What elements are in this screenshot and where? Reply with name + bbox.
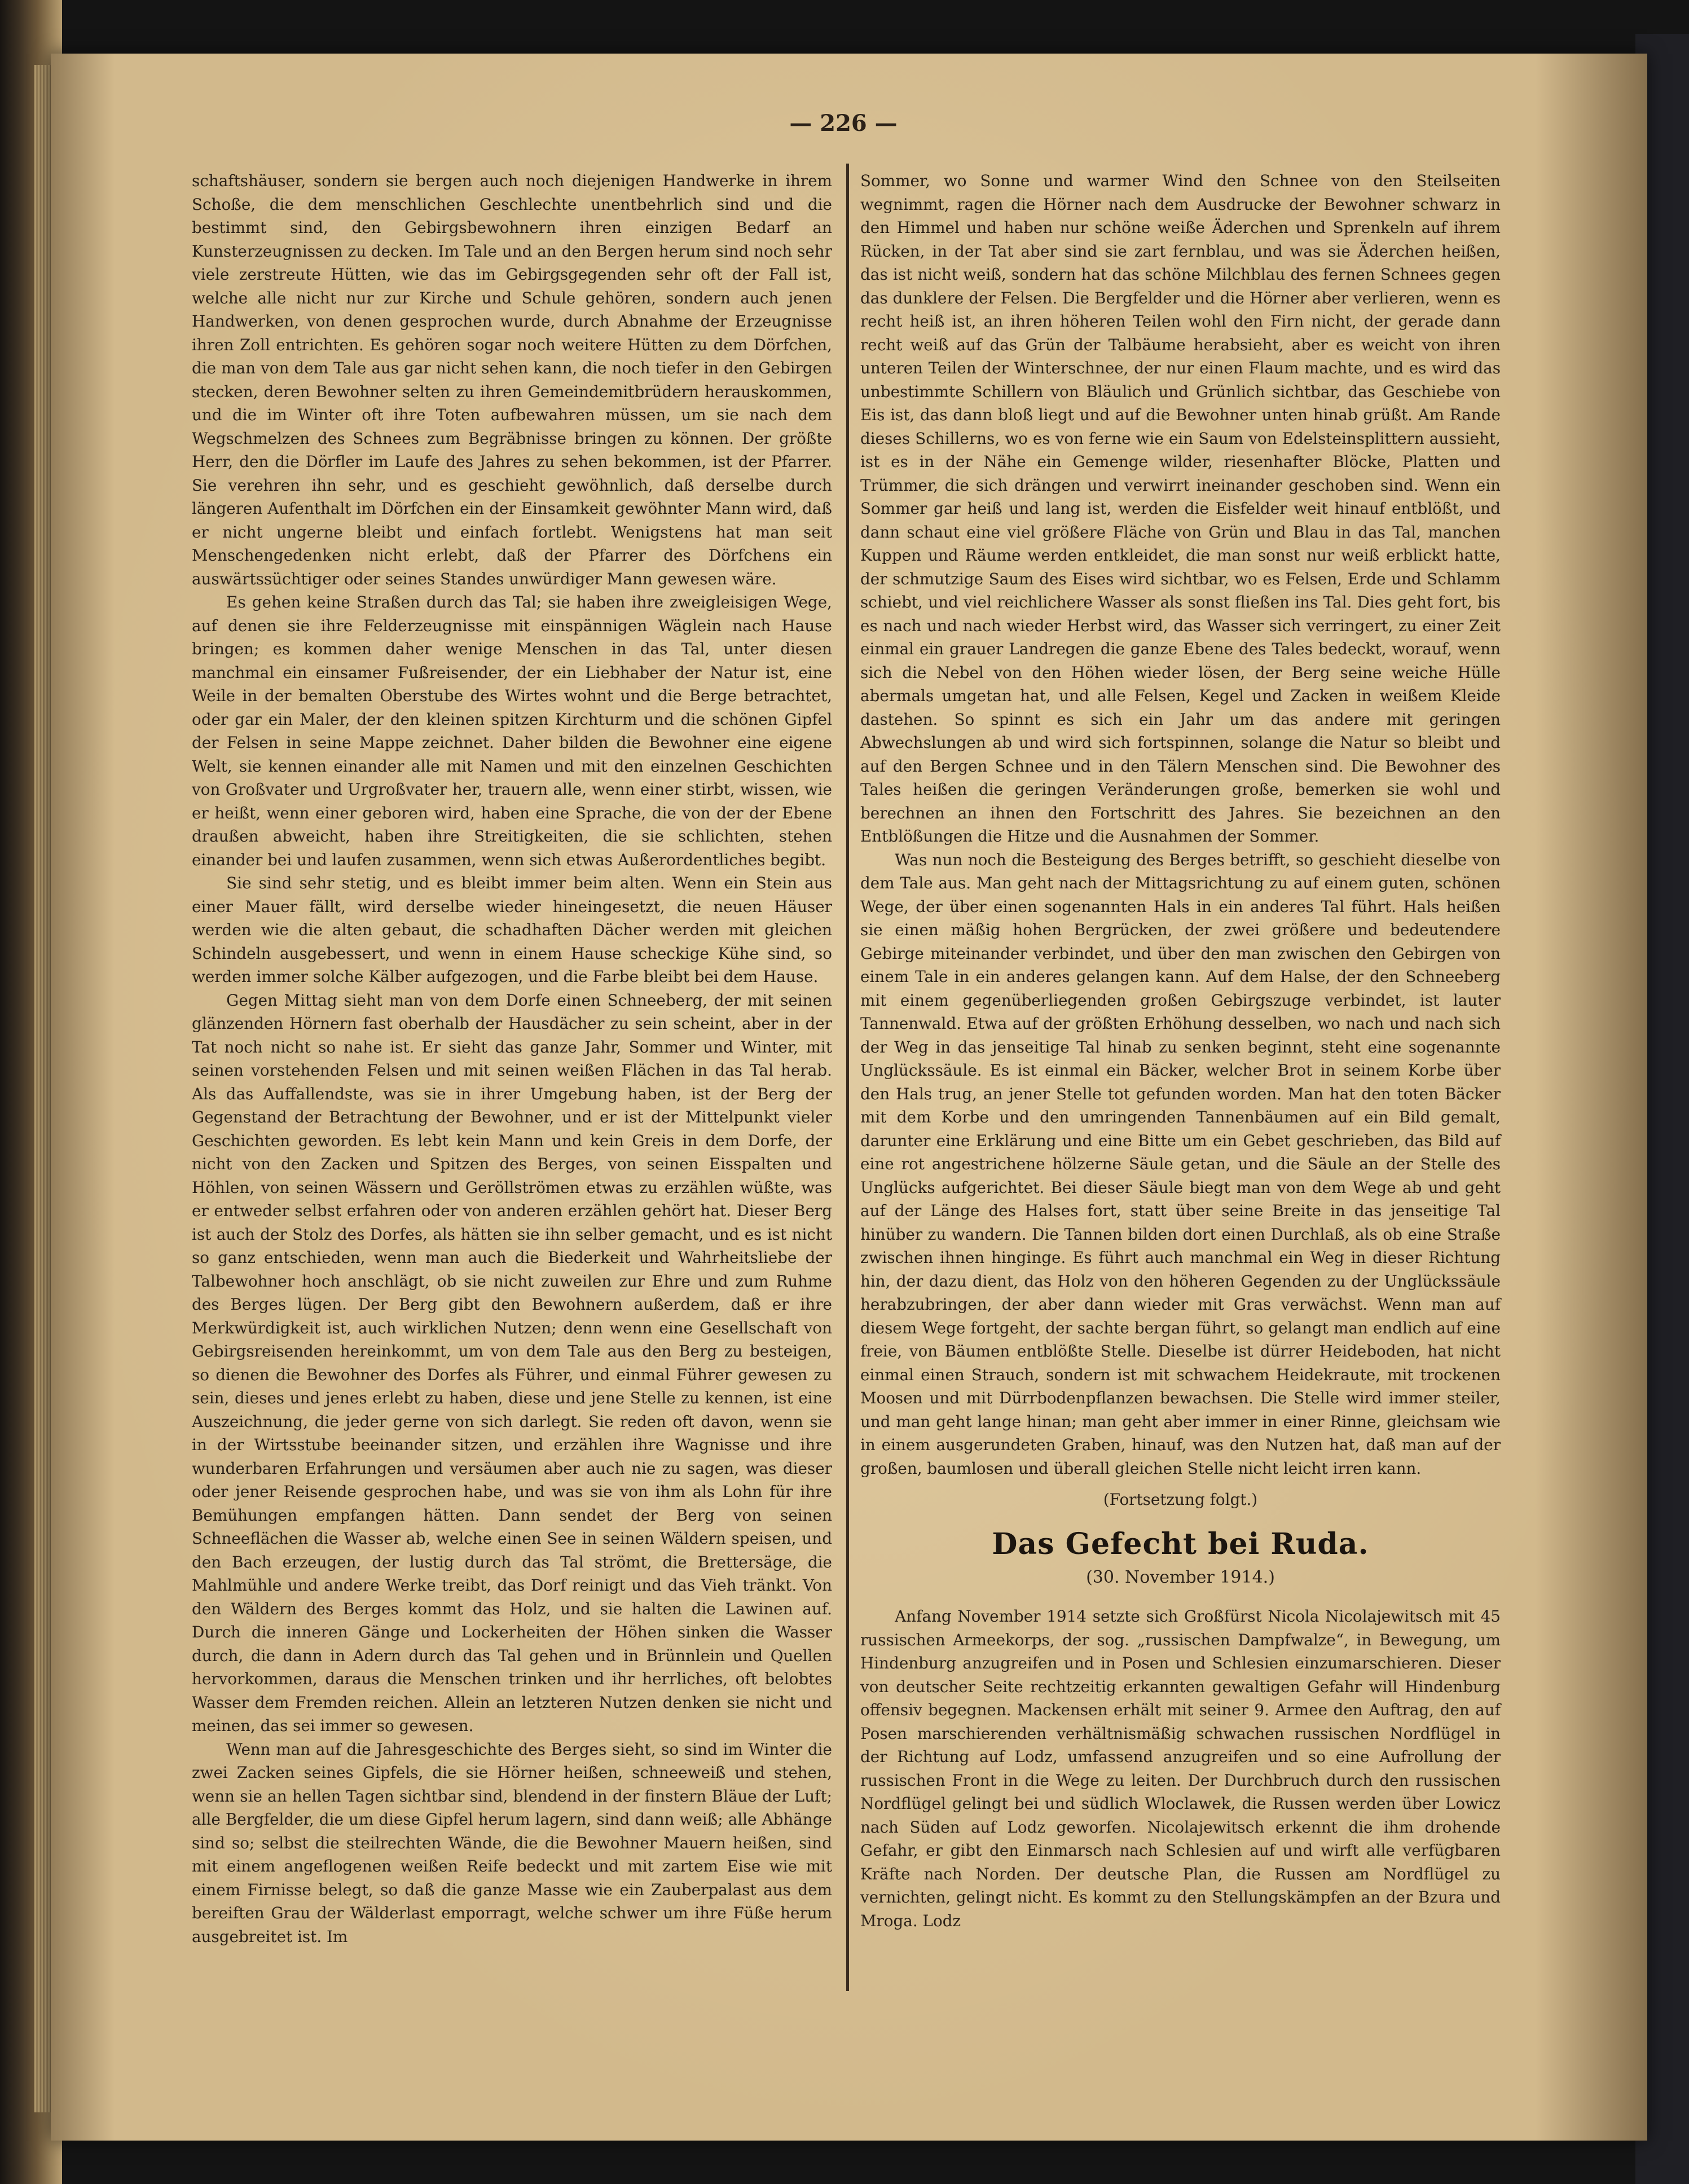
paragraph: Sommer, wo Sonne und warmer Wind den Schnee von den Steilseiten wegnimmt, ragen die Hörner nach dem Ausdrucke der Bewohner schwarz in den Himmel und haben nur schöne weiße Äderchen und Sprenkeln auf ihrem Rücken, in der Tat aber sind sie zart fernblau, und was sie Äderchen heißen, das ist nicht weiß, sondern hat das schöne Milchblau des fernen Schnees gegen das dunklere der Felsen. Die Bergfelder und die Hörner aber verlieren, wenn es recht heiß ist, an ihren höheren Teilen wohl den Firn nicht, der gerade dann recht weiß auf das Grün der Talbäume herabsieht, aber es weicht von ihren unteren Teilen der Winterschnee, der nur einen Flaum machte, und es wird das unbestimmte Schillern von Bläulich und Grünlich sichtbar, das Geschiebe von Eis ist, das dann bloß liegt und auf die Bewohner unten hinab grüßt. Am Rande dieses Schillerns, wo es von ferne wie ein Saum von Edelsteinsplittern aussieht, ist es in der Nähe ein Gemenge wilder, riesenhafter Blöcke, Platten und Trümmer, die sich drängen und verwirrt ineinander geschoben sind. Wenn ein Sommer gar heiß und lang ist, werden die Eisfelder weit hinauf entblößt, und dann schaut eine viel größere Fläche von Grün und Blau in das Tal, manchen Kuppen und Räume werden entkleidet, die man sonst nur weiß erblickt hatte, der schmutzige Saum des Eises wird sichtbar, wo es Felsen, Erde und Schlamm schiebt, und viel reichlichere Wasser als sonst fließen ins Tal. Dies geht fort, bis es nach und nach wieder Herbst wird, das Wasser sich verringert, zu einer Zeit einmal ein grauer Landregen die ganze Ebene des Tales bedeckt, worauf, wenn sich die Nebel von den Höhen wieder lösen, der Berg seine weiche Hülle abermals umgetan hat, und alle Felsen, Kegel und Zacken in weißem Kleide dastehen. So spinnt es sich ein Jahr um das andere mit geringen Abwechslungen ab und wird sich fortspinnen, solange die Natur so bleibt und auf den Bergen Schnee und in den Tälern Menschen sind. Die Bewohner des Tales heißen die geringen Veränderungen große, bemerken sie wohl und berechnen an ihnen den Fortschritt des Jahres. Sie bezeichnen an den Entblößungen die Hitze und die Ausnahmen der Sommer.: [860, 171, 1501, 846]
paragraph: Es gehen keine Straßen durch das Tal; sie haben ihre zweigleisigen Wege, auf denen sie ihre Felderzeugnisse mit einspännigen Wäglein nach Hause bringen; es kommen daher wenige Menschen in das Tal, unter diesen manchmal ein einsamer Fußreisender, der ein Liebhaber der Natur ist, eine Weile in der bemalten Oberstube des Wirtes wohnt und die Berge betrachtet, oder gar ein Maler, der den kleinen spitzen Kirchturm und die schönen Gipfel der Felsen in seine Mappe zeichnet. Daher bilden die Bewohner eine eigene Welt, sie kennen einander alle mit Namen und mit den einzelnen Geschichten von Großvater und Urgroßvater her, trauern alle, wenn einer stirbt, wissen, wie er heißt, wenn einer geboren wird, haben eine Sprache, die von der der Ebene draußen abweicht, haben ihre Streitigkeiten, die sie schlichten, stehen einander bei und laufen zusammen, wenn sich etwas Außerordentliches begibt.: [192, 593, 832, 869]
paragraph: Wenn man auf die Jahresgeschichte des Berges sieht, so sind im Winter die zwei Zacken seines Gipfels, die sie Hörner heißen, schneeweiß und stehen, wenn sie an hellen Tagen sichtbar sind, blendend in der finstern Bläue der Luft; alle Bergfelder, die um diese Gipfel herum lagern, sind dann weiß; alle Abhänge sind so; selbst die steilrechten Wände, die die Bewohner Mauern heißen, sind mit einem angeflogenen weißen Reife bedeckt und mit zartem Eise wie mit einem Firnisse belegt, so daß die ganze Masse wie ein Zauberpalast aus dem bereiften Grau der Wälderlast emporragt, welche schwer um ihre Füße herum ausgebreitet ist. Im: [192, 1740, 832, 1946]
column-divider: [846, 164, 849, 1991]
paragraph: Gegen Mittag sieht man von dem Dorfe einen Schneeberg, der mit seinen glänzenden Hörnern fast oberhalb der Hausdächer zu sein scheint, aber in der Tat noch nicht so nahe ist. Er sieht das ganze Jahr, Sommer und Winter, mit seinen vorstehenden Felsen und mit seinen weißen Flächen in das Tal herab. Als das Auffallendste, was sie in ihrer Umgebung haben, ist der Berg der Gegenstand der Betrachtung der Bewohner, und er ist der Mittelpunkt vieler Geschichten geworden. Es lebt kein Mann und kein Greis in dem Dorfe, der nicht von den Zacken und Spitzen des Berges, von seinen Eisspalten und Höhlen, von seinen Wässern und Geröllströmen etwas zu erzählen wüßte, was er entweder selbst erfahren oder von anderen erzählen gehört hat. Dieser Berg ist auch der Stolz des Dorfes, als hätten sie ihn selber gemacht, und es ist nicht so ganz entschieden, wenn man auch die Biederkeit und Wahrheitsliebe der Talbewohner hoch anschlägt, ob sie nicht zuweilen zur Ehre und zum Ruhme des Berges lügen. Der Berg gibt den Bewohnern außerdem, daß er ihre Merkwürdigkeit ist, auch wirklichen Nutzen; denn wenn eine Gesellschaft von Gebirgsreisenden hereinkommt, um von dem Tale aus den Berg zu besteigen, so dienen die Bewohner des Dorfes als Führer, und einmal Führer gewesen zu sein, dieses und jenes erlebt zu haben, diese und jene Stelle zu kennen, ist eine Auszeichnung, die jeder gerne von sich darlegt. Sie reden oft davon, wenn sie in der Wirtsstube beeinander sitzen, und erzählen ihre Wagnisse und ihre wunderbaren Erfahrungen und versäumen aber auch nie zu sagen, was dieser oder jener Reisende gesprochen habe, und was sie von ihm als Lohn für ihre Bemühungen empfangen hätten. Dann sendet der Berg von seinen Schneeflächen die Wasser ab, welche einen See in seinen Wäldern speisen, und den Bach erzeugen, der lustig durch das Tal strömt, die Brettersäge, die Mahlmühle und andere Werke treibt, das Dorf reinigt und das Vieh tränkt. Von den Wäldern des Berges kommt das Holz, und sie halten die Lawinen auf. Durch die inneren Gänge und Lockerheiten der Höhen sinken die Wasser durch, die dann in Adern durch das Tal gehen und in Brünnlein und Quellen hervorkommen, daraus die Menschen trinken und ihr herrliches, oft belobtes Wasser dem Fremden reichen. Allein an letzteren Nutzen denken sie nicht und meinen, das sei immer so gewesen.: [192, 990, 832, 1735]
paragraph: Was nun noch die Besteigung des Berges betrifft, so geschieht dieselbe von dem Tale aus. Man geht nach der Mittagsrichtung zu auf einem guten, schönen Wege, der über einen sogenannten Hals in ein anderes Tal führt. Hals heißen sie einen mäßig hohen Bergrücken, der zwei größere und bedeutendere Gebirge miteinander verbindet, und über den man zwischen den Gebirgen von einem Tale in ein anderes gelangen kann. Auf dem Halse, der den Schneeberg mit einem gegenüberliegenden großen Gebirgszuge verbindet, ist lauter Tannenwald. Etwa auf der größten Erhöhung desselben, wo nach und nach sich der Weg in das jenseitige Tal hinab zu senken beginnt, steht eine sogenannte Unglückssäule. Es ist einmal ein Bäcker, welcher Brot in seinem Korbe über den Hals trug, an jener Stelle tot gefunden worden. Man hat den toten Bäcker mit dem Korbe und den umringenden Tannenbäumen auf ein Bild gemalt, darunter eine Erklärung und eine Bitte um ein Gebet geschrieben, das Bild auf eine rot angestrichene hölzerne Säule getan, und die Säule an der Stelle des Unglücks aufgerichtet. Bei dieser Säule biegt man von dem Wege ab und geht auf der Länge des Halses fort, statt über seine Breite in das jenseitige Tal hinüber zu wandern. Die Tannen bilden dort einen Durchlaß, als ob eine Straße zwischen ihnen hinginge. Es führt auch manchmal ein Weg in dieser Richtung hin, der dazu dient, das Holz von den höheren Gegenden zu der Unglückssäule herabzubringen, der aber dann wieder mit Gras verwächst. Wenn man auf diesem Wege fortgeht, der sachte bergan führt, so gelangt man endlich auf eine freie, von Bäumen entblößte Stelle. Dieselbe ist dürrer Heideboden, hat nicht einmal einen Strauch, sondern ist mit schwachem Heidekraute, mit trockenen Moosen und mit Dürrbodenpflanzen bewachsen. Die Stelle wird immer steiler, und man geht lange hinan; man geht aber immer in einer Rinne, gleichsam wie in einem ausgerundeten Graben, hinauf, was den Nutzen hat, daß man auf der großen, baumlosen und überall gleichen Stelle nicht leicht irren kann.: [860, 850, 1501, 1478]
paragraph: Sie sind sehr stetig, und es bleibt immer beim alten. Wenn ein Stein aus einer Mauer fällt, wird derselbe wieder hineingesetzt, die neuen Häuser werden wie die alten gebaut, die schadhaften Dächer werden mit gleichen Schindeln ausgebessert, und wenn in einem Hause scheckige Kühe sind, so werden immer solche Kälber aufgezogen, und die Farbe bleibt bei dem Hause.: [192, 874, 832, 986]
article-body: Anfang November 1914 setzte sich Großfürst Nicola Nicolajewitsch mit 45 russischen Armeekorps, der sog. „russischen Dampfwalze“, in Bewegung, um Hindenburg anzugreifen und in Posen und Schlesien einzumarschieren. Dieser von deutscher Seite rechtzeitig erkannten gewaltigen Gefahr will Hindenburg offensiv begegnen. Mackensen erhält mit seiner 9. Armee den Auftrag, den auf Posen marschierenden verhältnismäßig schwachen russischen Nordflügel in der Richtung auf Lodz, umfassend anzugreifen und so eine Aufrollung der russischen Front in die Wege zu leiten. Der Durchbruch durch den russischen Nordflügel gelingt bei und südlich Wloclawek, die Russen werden über Lowicz nach Süden auf Lodz geworfen. Nicolajewitsch erkennt die ihm drohende Gefahr, er gibt den Einmarsch nach Schlesien auf und wirft alle verfügbaren Kräfte nach Norden. Der deutsche Plan, die Russen am Nordflügel zu vernichten, gelingt nicht. Es kommt zu den Stellungskämpfen an der Bzura und Mroga. Lodz: [860, 1607, 1501, 1930]
paragraph: schaftshäuser, sondern sie bergen auch noch diejenigen Handwerke in ihrem Schoße, die dem menschlichen Geschlechte unentbehrlich sind und die bestimmt sind, den Gebirgsbewohnern ihren einzigen Bedarf an Kunsterzeugnissen zu decken. Im Tale und an den Bergen herum sind noch sehr viele zerstreute Hütten, wie das im Gebirgsgegenden sehr oft der Fall ist, welche alle nicht nur zur Kirche und Schule gehören, sondern auch jenen Handwerken, von denen gesprochen wurde, durch Abnahme der Erzeugnisse ihren Zoll entrichten. Es gehören sogar noch weitere Hütten zu dem Dörfchen, die man von dem Tale aus gar nicht sehen kann, die noch tiefer in den Gebirgen stecken, deren Bewohner selten zu ihren Gemeindemitbrüdern herauskommen, und die im Winter oft ihre Toten aufbewahren müssen, um sie nach dem Wegschmelzen des Schnees zum Begräbnisse bringen zu können. Der größte Herr, den die Dörfler im Laufe des Jahres zu sehen bekommen, ist der Pfarrer. Sie verehren ihn sehr, und es geschieht gewöhnlich, daß derselbe durch längeren Aufenthalt im Dörfchen ein der Einsamkeit gewöhnter Mann wird, daß er nicht ungerne bleibt und einfach fortlebt. Wenigstens hat man seit Menschengedenken nicht erlebt, daß der Pfarrer des Dörfchens ein auswärtssüchtiger oder seines Standes unwürdiger Mann gewesen wäre.: [192, 171, 832, 588]
right-column: [860, 169, 1501, 1932]
continuation-note: (Fortsetzung folgt.): [1103, 1490, 1258, 1509]
article-date: (30. November 1914.): [1086, 1567, 1275, 1587]
left-column: [192, 169, 832, 1948]
article-headline: Das Gefecht bei Ruda.: [992, 1526, 1369, 1561]
page-number: — 226 —: [789, 110, 898, 136]
